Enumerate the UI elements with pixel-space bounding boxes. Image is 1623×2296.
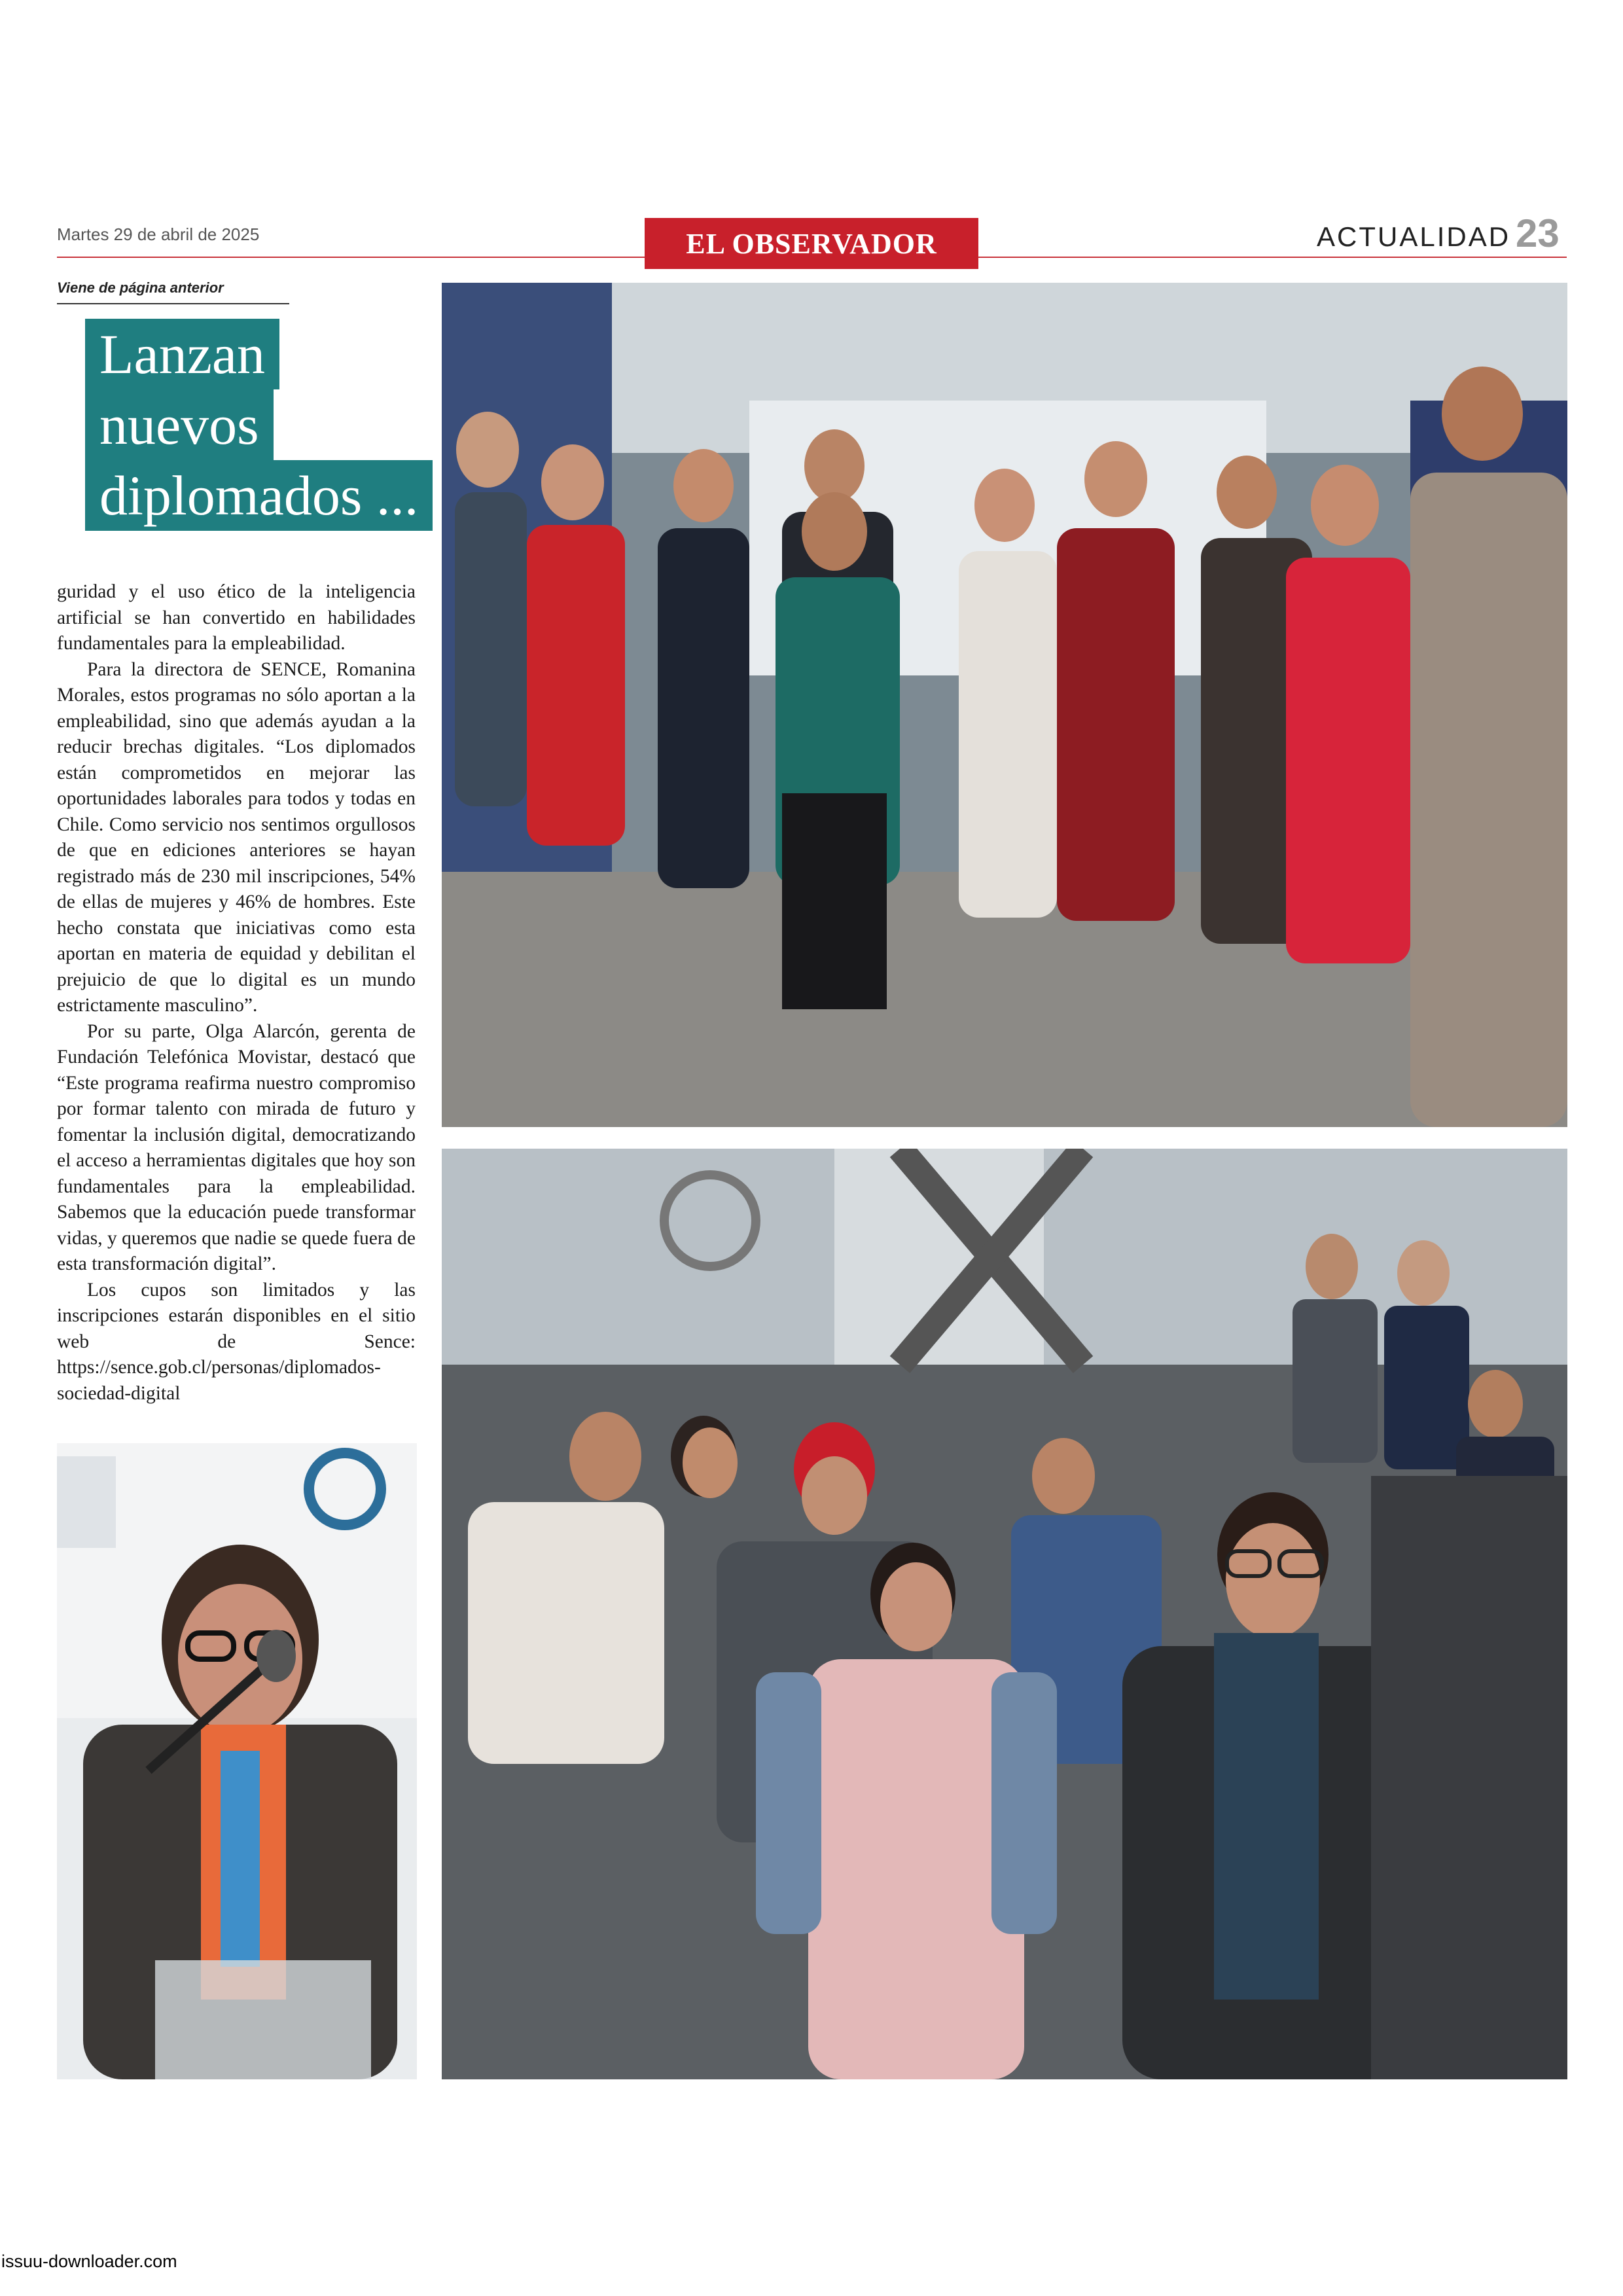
headline-line-2: nuevos <box>85 389 274 460</box>
article-paragraph: Para la directora de SENCE, Romanina Morales, estos programas no sólo aportan a la empleabilidad, sino que además ayudan a la reducir brechas digitales. “Los diplomados están comprometidos en mejorar las oportunidades laborales para todos y todas en Chile. Como servicio nos sentimos orgullosos de que en ediciones anteriores se hayan registrado más de 230 mil inscripciones, 54% de ellas de mujeres y 46% de hombres. Este hecho constata que iniciativas como esta aportan en materia de equidad y debilitan el prejuicio de que lo digital es un mundo estrictamente masculino”. <box>57 658 416 1016</box>
speaker-photo <box>57 1443 417 2079</box>
article-paragraph: Los cupos son limitados y las inscripciones estarán disponibles en el sitio web de Sence: https://sence.gob.cl/personas/diplomados-sociedad-digital <box>57 1279 416 1404</box>
section-label: ACTUALIDAD <box>1317 221 1511 252</box>
newspaper-masthead: EL OBSERVADOR <box>645 218 978 269</box>
headline-line-1: Lanzan <box>85 319 279 389</box>
issue-date: Martes 29 de abril de 2025 <box>57 224 260 244</box>
speaker-photo-image <box>57 1443 417 2079</box>
headline-line-3: diplomados ... <box>85 460 433 531</box>
audience-photo <box>442 1149 1567 2079</box>
article-body <box>57 579 416 1407</box>
article-paragraph: guridad y el uso ético de la inteligencia artificial se han convertido en habilidades fundamentales para la empleabilidad. <box>57 581 416 654</box>
group-photo-image <box>442 283 1567 1127</box>
article-paragraph: Por su parte, Olga Alarcón, gerenta de Fundación Telefónica Movistar, destacó que “Este programa reafirma nuestro compromiso por formar talento con mirada de futuro y fomentar la inclusión digital, democratizando el acceso a herramientas digitales que hoy son fundamentales para la empleabilidad. Sabemos que la educación puede transformar vidas, y queremos que nadie se quede fuera de esta transformación digital”. <box>57 1020 416 1274</box>
download-credit: issuu-downloader.com <box>1 2251 177 2271</box>
group-photo <box>442 283 1567 1127</box>
page-number: 23 <box>1516 211 1560 255</box>
audience-photo-image <box>442 1149 1567 2079</box>
continued-from-previous-page: Viene de página anterior <box>57 279 289 304</box>
